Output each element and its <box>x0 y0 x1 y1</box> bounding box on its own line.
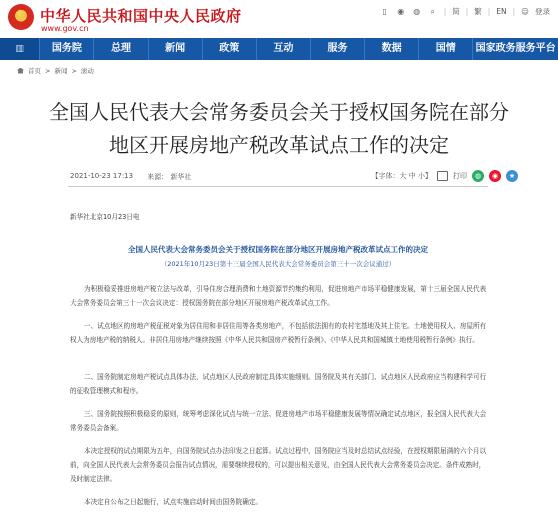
main-nav <box>0 38 558 60</box>
national-emblem-icon[interactable] <box>8 4 34 30</box>
breadcrumb-home[interactable]: 首页 <box>28 67 41 75</box>
title-line-1: 全国人民代表大会常务委员会关于授权国务院在部分 <box>49 100 509 124</box>
nav-item-policy[interactable]: 政策 <box>203 38 257 60</box>
paragraph: 本决定自公布之日起施行，试点实施启动时间由国务院确定。 <box>84 498 263 506</box>
nav-item-service-platform[interactable]: 国家政务服务平台 <box>475 43 556 54</box>
nav-item-news[interactable]: 新闻 <box>149 38 203 60</box>
document-title: 全国人民代表大会常务委员会关于授权国务院在部分地区开展房地产税改革试点工作的决定 <box>128 245 428 254</box>
divider <box>68 186 488 187</box>
nav-item-service[interactable]: 服务 <box>311 38 365 60</box>
dateline: 新华社北京10月23日电 <box>70 213 140 221</box>
article-tools <box>372 170 518 182</box>
link-traditional[interactable]: 繁 <box>474 7 482 16</box>
site-header <box>0 0 558 38</box>
nav-item-national-info[interactable]: 国情 <box>419 38 473 60</box>
paragraph: 三、国务院按照积极稳妥的原则，统筹考虑深化试点与统一立法、促进房地产市场平稳健康发展等情况确定试点地区，报全国人民代表大会常务委员会备案。 <box>70 410 487 432</box>
wechat-share-icon[interactable]: ◍ <box>472 170 484 182</box>
home-icon[interactable] <box>17 68 24 74</box>
article-source: 来源： 新华社 <box>147 173 192 181</box>
site-title[interactable]: 中华人民共和国中央人民政府 <box>40 7 242 25</box>
paragraph: 二、国务院制定房地产税试点具体办法，试点地区人民政府制定具体实施细则。国务院及其有关部门、试点地区人民政府应当构建科学可行的征收管理模式和程序。 <box>70 373 487 395</box>
nav-item-interaction[interactable]: 互动 <box>257 38 311 60</box>
paragraph: 本决定授权的试点期限为五年，自国务院试点办法印发之日起算。试点过程中，国务院应当及时总结试点经验，在授权期限届满的六个月以前，向全国人民代表大会常务委员会报告试点情况，需要继续授权的，可以提出相关意见，由全国人民代表大会常务委员会决定。条件成熟时，及时制定法律。 <box>70 447 487 483</box>
breadcrumb: 首页 > 新闻 > 滚动 <box>17 66 94 75</box>
title-line-2: 地区开展房地产税改革试点工作的决定 <box>109 133 449 157</box>
site-url[interactable]: www.gov.cn <box>41 24 89 33</box>
publish-date: 2021-10-23 17:13 <box>70 172 134 180</box>
qzone-share-icon[interactable]: ★ <box>506 170 518 182</box>
article-meta <box>70 172 191 182</box>
nav-item-premier[interactable]: 总理 <box>94 38 148 60</box>
mobile-icon[interactable]: ▯ <box>382 6 387 16</box>
nav-logo-icon[interactable]: ▥ <box>0 38 40 60</box>
weibo-share-icon[interactable]: ◉ <box>489 170 501 182</box>
breadcrumb-rolling[interactable]: 滚动 <box>80 67 94 75</box>
wechat-icon[interactable]: ◍ <box>413 6 421 16</box>
document-subtitle: （2021年10月23日第十三届全国人民代表大会常务委员会第三十一次会议通过） <box>160 260 396 268</box>
link-login[interactable]: 登录 <box>535 7 550 16</box>
breadcrumb-news[interactable]: 新闻 <box>54 67 68 75</box>
weibo-icon[interactable]: ◉ <box>397 6 405 16</box>
print-icon[interactable] <box>437 171 448 181</box>
font-size-control[interactable]: 【字体：大 中 小】 <box>371 172 432 180</box>
search-icon[interactable]: ⌕ <box>430 6 435 16</box>
article-title <box>40 96 518 162</box>
paragraph: 为积极稳妥推进房地产税立法与改革，引导住房合理消费和土地资源节约集约利用，促进房地产市场平稳健康发展，第十三届全国人民代表大会常务委员会第三十一次会议决定：授权国务院在部分地区开展房地产税改革试点工作。 <box>70 285 487 307</box>
link-english[interactable]: EN <box>496 7 507 16</box>
paragraph: 一、试点地区的房地产税征税对象为居住用和非居住用等各类房地产，不包括依法拥有的农村宅基地及其上住宅。土地使用权人、房屋所有权人为房地产税的纳税人。非居住用房地产继续按照《中华人民共和国房产税暂行条例》、《中华人民共和国城镇土地使用税暂行条例》执行。 <box>70 322 487 344</box>
nav-item-data[interactable]: 数据 <box>365 38 419 60</box>
top-links: ▯ ◉ ◍ ⌕ | 简 | 繁 | EN | ☺ 登录 <box>380 6 550 17</box>
link-simplified[interactable]: 简 <box>452 7 460 16</box>
user-icon[interactable]: ☺ <box>521 7 529 16</box>
nav-item-state-council[interactable]: 国务院 <box>40 38 94 60</box>
print-link[interactable]: 打印 <box>453 172 467 180</box>
